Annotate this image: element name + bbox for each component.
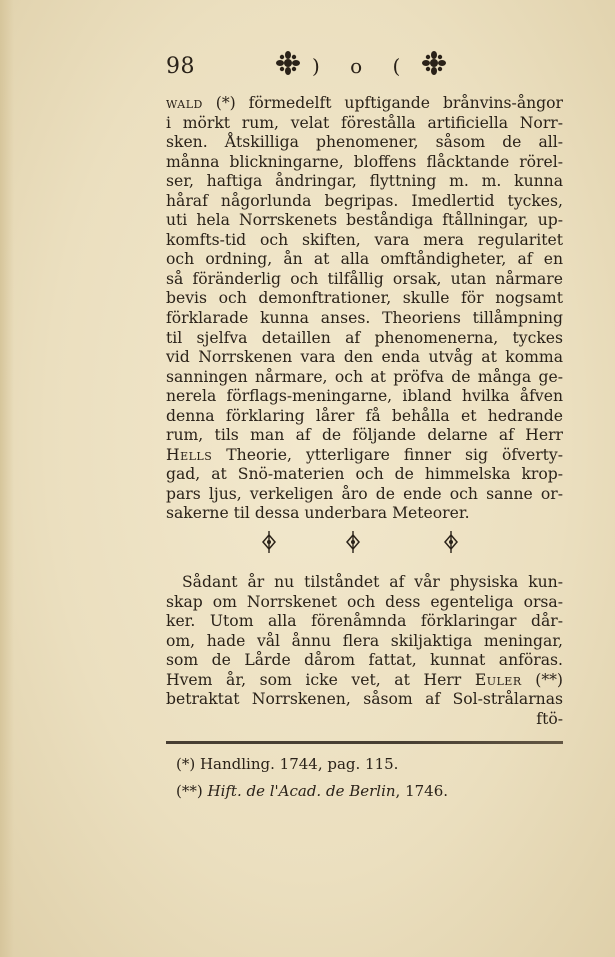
footnote: (*) Handling. 1744, pag. 115.: [176, 755, 399, 773]
text-line: pars ljus, verkeligen åro de ende och sanne or-: [166, 484, 563, 503]
text-line: ker. Utom alla förenåmnda förklaringar dår-: [166, 612, 563, 631]
diamond-ornament-icon: [442, 531, 460, 553]
small-caps-word: Hells: [166, 445, 213, 464]
text-line: rum, tils man af de följande delarne af Herr: [166, 426, 563, 445]
text-line: sken. Åtskilliga phenomener, såsom de all-: [166, 133, 563, 152]
text-line: sanningen nårmare, och at pröfva de många ge-: [166, 367, 563, 386]
text-line: sakerne til dessa underbara Meteorer.: [166, 504, 470, 523]
section-divider: [240, 531, 480, 555]
small-caps-word: wald: [166, 94, 203, 112]
text-line: håraf någorlunda begripas. Imedlertid tyckes,: [166, 191, 563, 210]
page-header: [166, 50, 466, 90]
paragraph-1: [166, 94, 563, 524]
diamond-ornament-icon: [344, 531, 362, 553]
text-line: om, hade vål ånnu flera skiljaktiga meningar,: [166, 631, 563, 650]
text-line: uti hela Norrskenets beståndiga ftållningar, up-: [166, 211, 563, 230]
footnote: (**) Hift. de l'Acad. de Berlin, 1746.: [176, 782, 449, 800]
text-line: Hells Theorie, ytterligare finner sig öfverty-: [166, 445, 563, 464]
page-number: 98: [166, 54, 195, 79]
paragraph-2: [166, 573, 563, 729]
footnotes: [176, 751, 448, 805]
text-line: bevis och demonftrationer, skulle för nogsamt: [166, 289, 563, 308]
text-line: skap om Norrskenet och dess egenteliga orsa-: [166, 592, 563, 611]
text-line: nerela förflags-meningarne, ibland hvilka åfven: [166, 387, 563, 406]
text-line: gad, at Snö-materien och de himmelska krop-: [166, 465, 563, 484]
text-line: Sådant år nu tilståndet af vår physiska kun-: [182, 573, 563, 591]
text-line: vid Norrskenen vara den enda utvåg at komma: [166, 348, 563, 367]
page-edge-shadow: [0, 0, 14, 957]
text-line: som de Lårde dårom fattat, kunnat anföras.: [166, 651, 563, 670]
text-line: ser, haftiga åndringar, flyttning m. m. kunna: [166, 172, 563, 191]
text-line: denna förklaring lårer få behålla et hedrande: [166, 406, 563, 425]
text-line: komfts-tid och skiften, vara mera regularitet: [166, 230, 563, 249]
text-line: och ordning, ån at alla omftåndigheter, af en: [166, 250, 563, 269]
text-line: månna blickningarne, bloffens flåcktande rörel-: [166, 152, 563, 171]
catchword: ftö-: [536, 709, 563, 728]
text-line: betraktat Norrskenen, såsom af Sol-strålarnas: [166, 690, 563, 709]
footnote-rule: [166, 741, 563, 744]
header-ornament: [276, 50, 446, 84]
flower-ornament-icon: [422, 51, 446, 75]
text-line: Hvem år, som icke vet, at Herr Euler (**): [166, 670, 563, 689]
italic-citation: Hift. de l'Acad. de Berlin: [207, 782, 396, 800]
text-line: förklarade kunna anses. Theoriens tillåmpning: [166, 309, 563, 328]
text-line: så föränderlig och tilfållig orsak, utan nårmare: [166, 269, 563, 288]
text-line: i mörkt rum, velat förestålla artificiella Norr-: [166, 113, 563, 132]
text-line: wald (*) förmedelft upftigande brånvins-ångor: [166, 94, 563, 112]
ornament-text: ) o (: [312, 54, 413, 78]
diamond-ornament-icon: [260, 531, 278, 553]
flower-ornament-icon: [276, 51, 300, 75]
text-line: til sjelfva detaillen af phenomenerna, tyckes: [166, 328, 563, 347]
small-caps-word: Euler: [474, 670, 522, 689]
